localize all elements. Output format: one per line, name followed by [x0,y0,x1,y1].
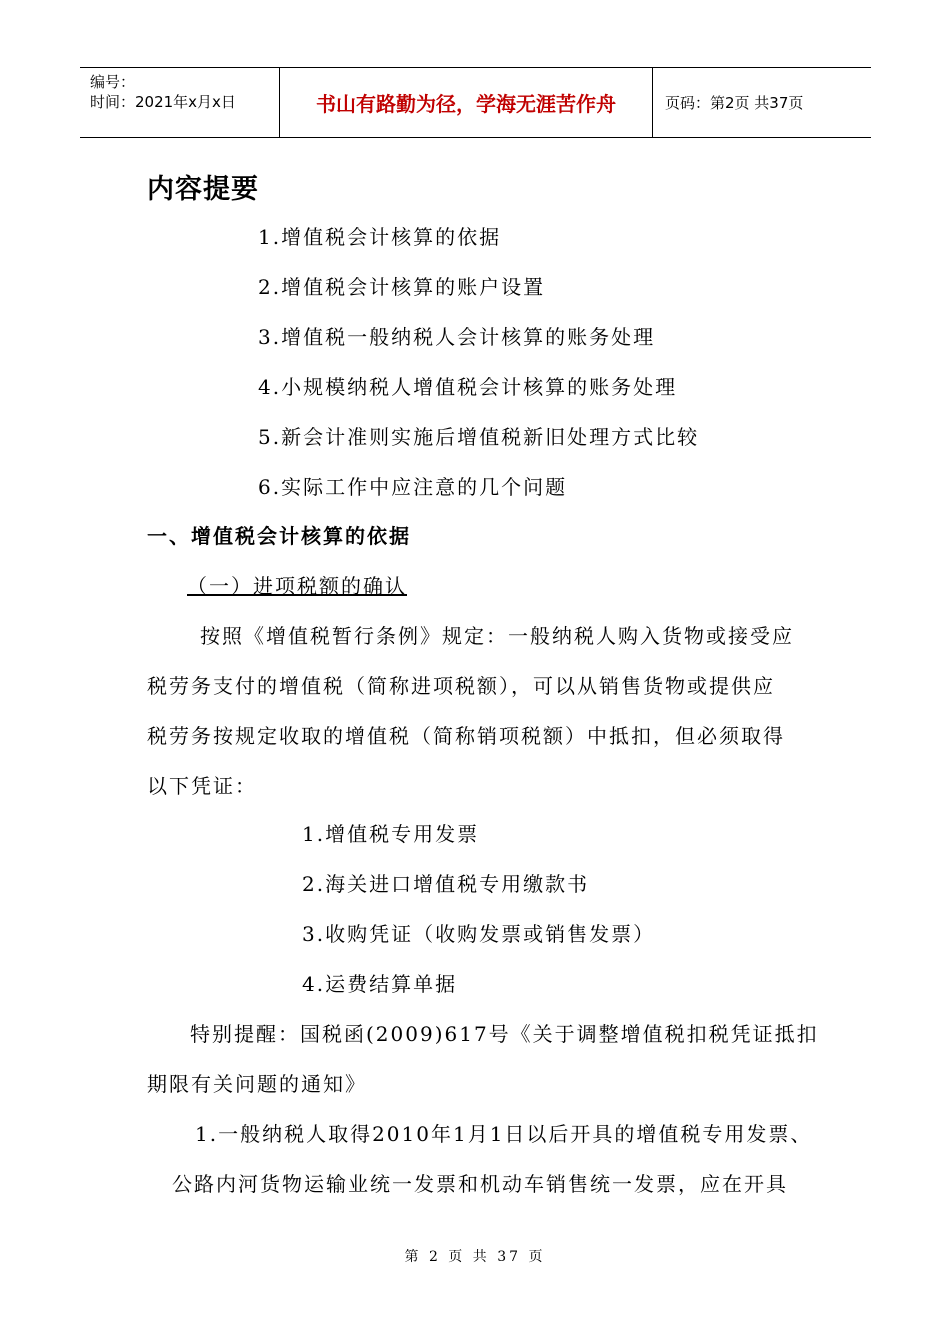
paragraph-line: 以下凭证： [147,774,257,798]
paragraph-line: 按照《增值税暂行条例》规定：一般纳税人购入货物或接受应 [200,624,794,648]
outline-item: 1.增值税会计核算的依据 [258,225,502,249]
paragraph-line: 公路内河货物运输业统一发票和机动车销售统一发票，应在开具 [172,1172,788,1196]
time-label: 时间：2021年x月x日 [90,93,236,111]
outline-item: 6.实际工作中应注意的几个问题 [258,475,568,499]
voucher-item: 2.海关进口增值税专用缴款书 [302,872,590,896]
voucher-item: 4.运费结算单据 [302,972,458,996]
number-label: 编号： [90,73,136,91]
header-meta [80,68,280,137]
heading-1: 一、增值税会计核算的依据 [147,524,411,548]
voucher-item: 1.增值税专用发票 [302,822,480,846]
section-title: 内容提要 [147,174,259,205]
paragraph-line: 1.一般纳税人取得2010年1月1日以后开具的增值税专用发票、 [195,1122,813,1146]
paragraph-line: 税劳务按规定收取的增值税（简称销项税额）中抵扣，但必须取得 [147,724,785,748]
subheading-1: （一）进项税额的确认 [187,574,407,598]
page-header [80,67,871,138]
header-page-info: 页码：第2页 共37页 [665,94,804,112]
paragraph-line: 税劳务支付的增值税（简称进项税额），可以从销售货物或提供应 [147,674,775,698]
outline-item: 5.新会计准则实施后增值税新旧处理方式比较 [258,425,700,449]
header-motto: 书山有路勤为径，学海无涯苦作舟 [280,68,653,137]
reminder-line: 期限有关问题的通知》 [147,1072,367,1096]
page-footer: 第 2 页 共 37 页 [404,1249,546,1265]
outline-item: 2.增值税会计核算的账户设置 [258,275,546,299]
reminder-line: 特别提醒：国税函(2009)617号《关于调整增值税扣税凭证抵扣 [190,1022,819,1046]
outline-item: 3.增值税一般纳税人会计核算的账务处理 [258,325,656,349]
voucher-item: 3.收购凭证（收购发票或销售发票） [302,922,656,946]
outline-item: 4.小规模纳税人增值税会计核算的账务处理 [258,375,678,399]
